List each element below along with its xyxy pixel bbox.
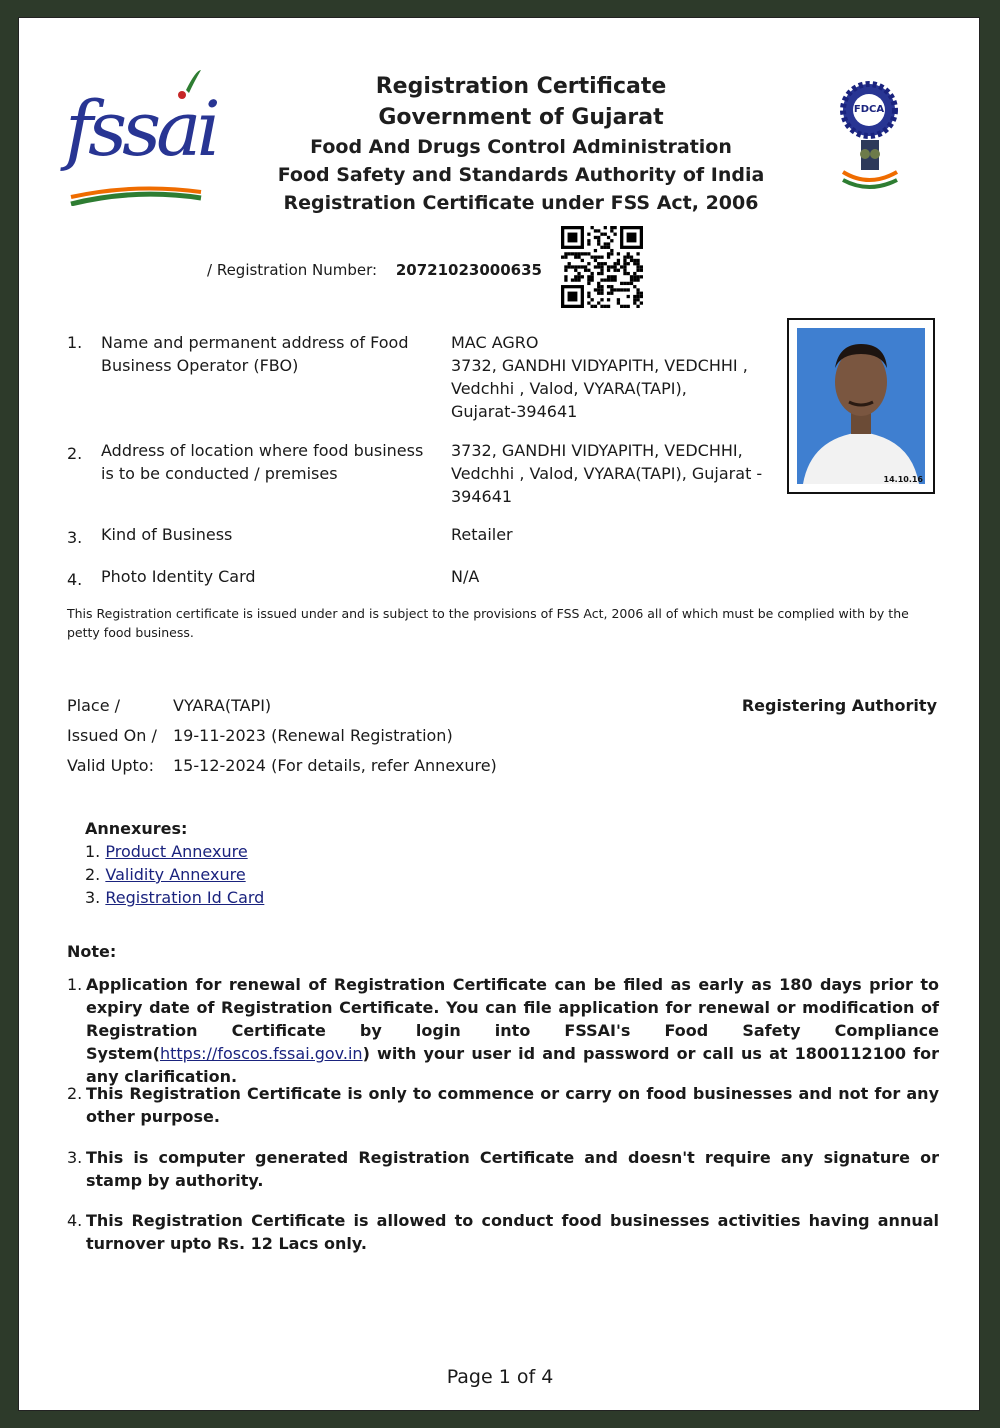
issued-label: Issued On / xyxy=(67,726,157,745)
product-annexure-link[interactable]: Product Annexure xyxy=(105,842,248,861)
valid-label: Valid Upto: xyxy=(67,756,154,775)
item-number: 1. xyxy=(67,333,83,352)
item-label: Photo Identity Card xyxy=(101,567,256,586)
note-text: This Registration Certificate is only to commence or carry on food businesses and not for any other purpose. xyxy=(86,1084,939,1126)
page-number: Page 1 of 4 xyxy=(446,1366,554,1388)
fdca-emblem xyxy=(831,80,911,200)
place-label: Place / xyxy=(67,696,121,715)
photo-date-stamp: 14.10.16 xyxy=(883,475,923,484)
fssai-logo xyxy=(65,66,216,206)
government-name: Government of Gujarat xyxy=(378,105,664,130)
administration-name: Food And Drugs Control Administration xyxy=(310,136,732,158)
annexure-number: 3. xyxy=(85,888,101,907)
place-value: VYARA(TAPI) xyxy=(173,696,272,715)
note-item: 3. This is computer generated Registration Certificate and doesn't require any signature or stamp by authority. xyxy=(67,1148,939,1190)
note-text: This Registration Certificate is allowed to conduct food businesses activities having annual turnover upto Rs. 12 Lacs only. xyxy=(86,1211,939,1253)
act-line: Registration Certificate under FSS Act, 2006 xyxy=(283,192,759,214)
qr-code xyxy=(561,226,643,308)
provision-note: This Registration certificate is issued under and is subject to the provisions of FSS Act, 2006 all of which must be complied with by the petty food business. xyxy=(67,606,909,640)
certificate-title: Registration Certificate xyxy=(375,74,667,99)
item-value: 3732, GANDHI VIDYAPITH, VEDCHHI, Vedchhi , Valod, VYARA(TAPI), Gujarat - 394641 xyxy=(451,441,763,506)
note-item: 4. This Registration Certificate is allowed to conduct food businesses activities having annual turnover upto Rs. 12 Lacs only. xyxy=(67,1211,939,1253)
validity-annexure-link[interactable]: Validity Annexure xyxy=(105,865,246,884)
item-label: Name and permanent address of Food Business Operator (FBO) xyxy=(101,333,409,375)
logo-text: fssai xyxy=(65,84,216,173)
annexures-section xyxy=(85,817,264,909)
item-number: 4. xyxy=(67,570,83,589)
note-text: ) with your user id and password or call us at 1800112100 for any clarification. xyxy=(86,1044,939,1086)
note-text: Application for renewal of Registration Certificate can be filed as early as 180 days prior to expiry date of Registration Certificate. You can file application for renewal or modification of Registration Certificate by login into FSSAI's Food Safety Compliance System( xyxy=(86,975,939,1063)
item-number: 3. xyxy=(67,528,83,547)
registration-id-card-link[interactable]: Registration Id Card xyxy=(105,888,265,907)
item-number: 2. xyxy=(67,444,83,463)
fbo-photo xyxy=(787,318,935,494)
note-item: 2. This Registration Certificate is only to commence or carry on food businesses and not for any other purpose. xyxy=(67,1084,939,1126)
annexure-item xyxy=(85,886,264,909)
certificate-page xyxy=(18,17,980,1411)
item-label: Address of location where food business is to be conducted / premises xyxy=(101,441,424,483)
annexure-item xyxy=(85,863,264,886)
item-label: Kind of Business xyxy=(101,525,233,544)
registration-line xyxy=(207,261,542,279)
foscos-link[interactable]: https://foscos.fssai.gov.in xyxy=(159,1044,363,1063)
registration-number: 20721023000635 xyxy=(395,261,542,279)
item-value: N/A xyxy=(451,567,480,586)
authority-name: Food Safety and Standards Authority of India xyxy=(277,164,765,186)
emblem-text: FDCA xyxy=(853,104,885,115)
note-item: 1. Application for renewal of Registration Certificate can be filed as early as 180 days prior to expiry date of Registration Certificate. You can file application for renewal or modification of Registration Certificate by login into FSSAI's Food Safety Compliance System(https://foscos.fssai.gov.in) with your user id and password or call us at 1800112100 for any clarification. xyxy=(67,975,939,1086)
issued-value: 19-11-2023 (Renewal Registration) xyxy=(173,726,453,745)
item-value: MAC AGRO 3732, GANDHI VIDYAPITH, VEDCHHI , Vedchhi , Valod, VYARA(TAPI), Gujarat-394641 xyxy=(451,333,748,421)
valid-value: 15-12-2024 (For details, refer Annexure) xyxy=(173,756,497,775)
annexure-number: 1. xyxy=(85,842,101,861)
registering-authority: Registering Authority xyxy=(741,696,937,715)
annexures-heading: Annexures: xyxy=(85,819,188,838)
note-heading: Note: xyxy=(67,942,117,961)
annexure-item xyxy=(85,840,264,863)
item-value: Retailer xyxy=(451,525,513,544)
registration-label: / Registration Number: xyxy=(207,261,378,279)
annexure-number: 2. xyxy=(85,865,101,884)
note-text: This is computer generated Registration Certificate and doesn't require any signature or stamp by authority. xyxy=(86,1148,939,1190)
